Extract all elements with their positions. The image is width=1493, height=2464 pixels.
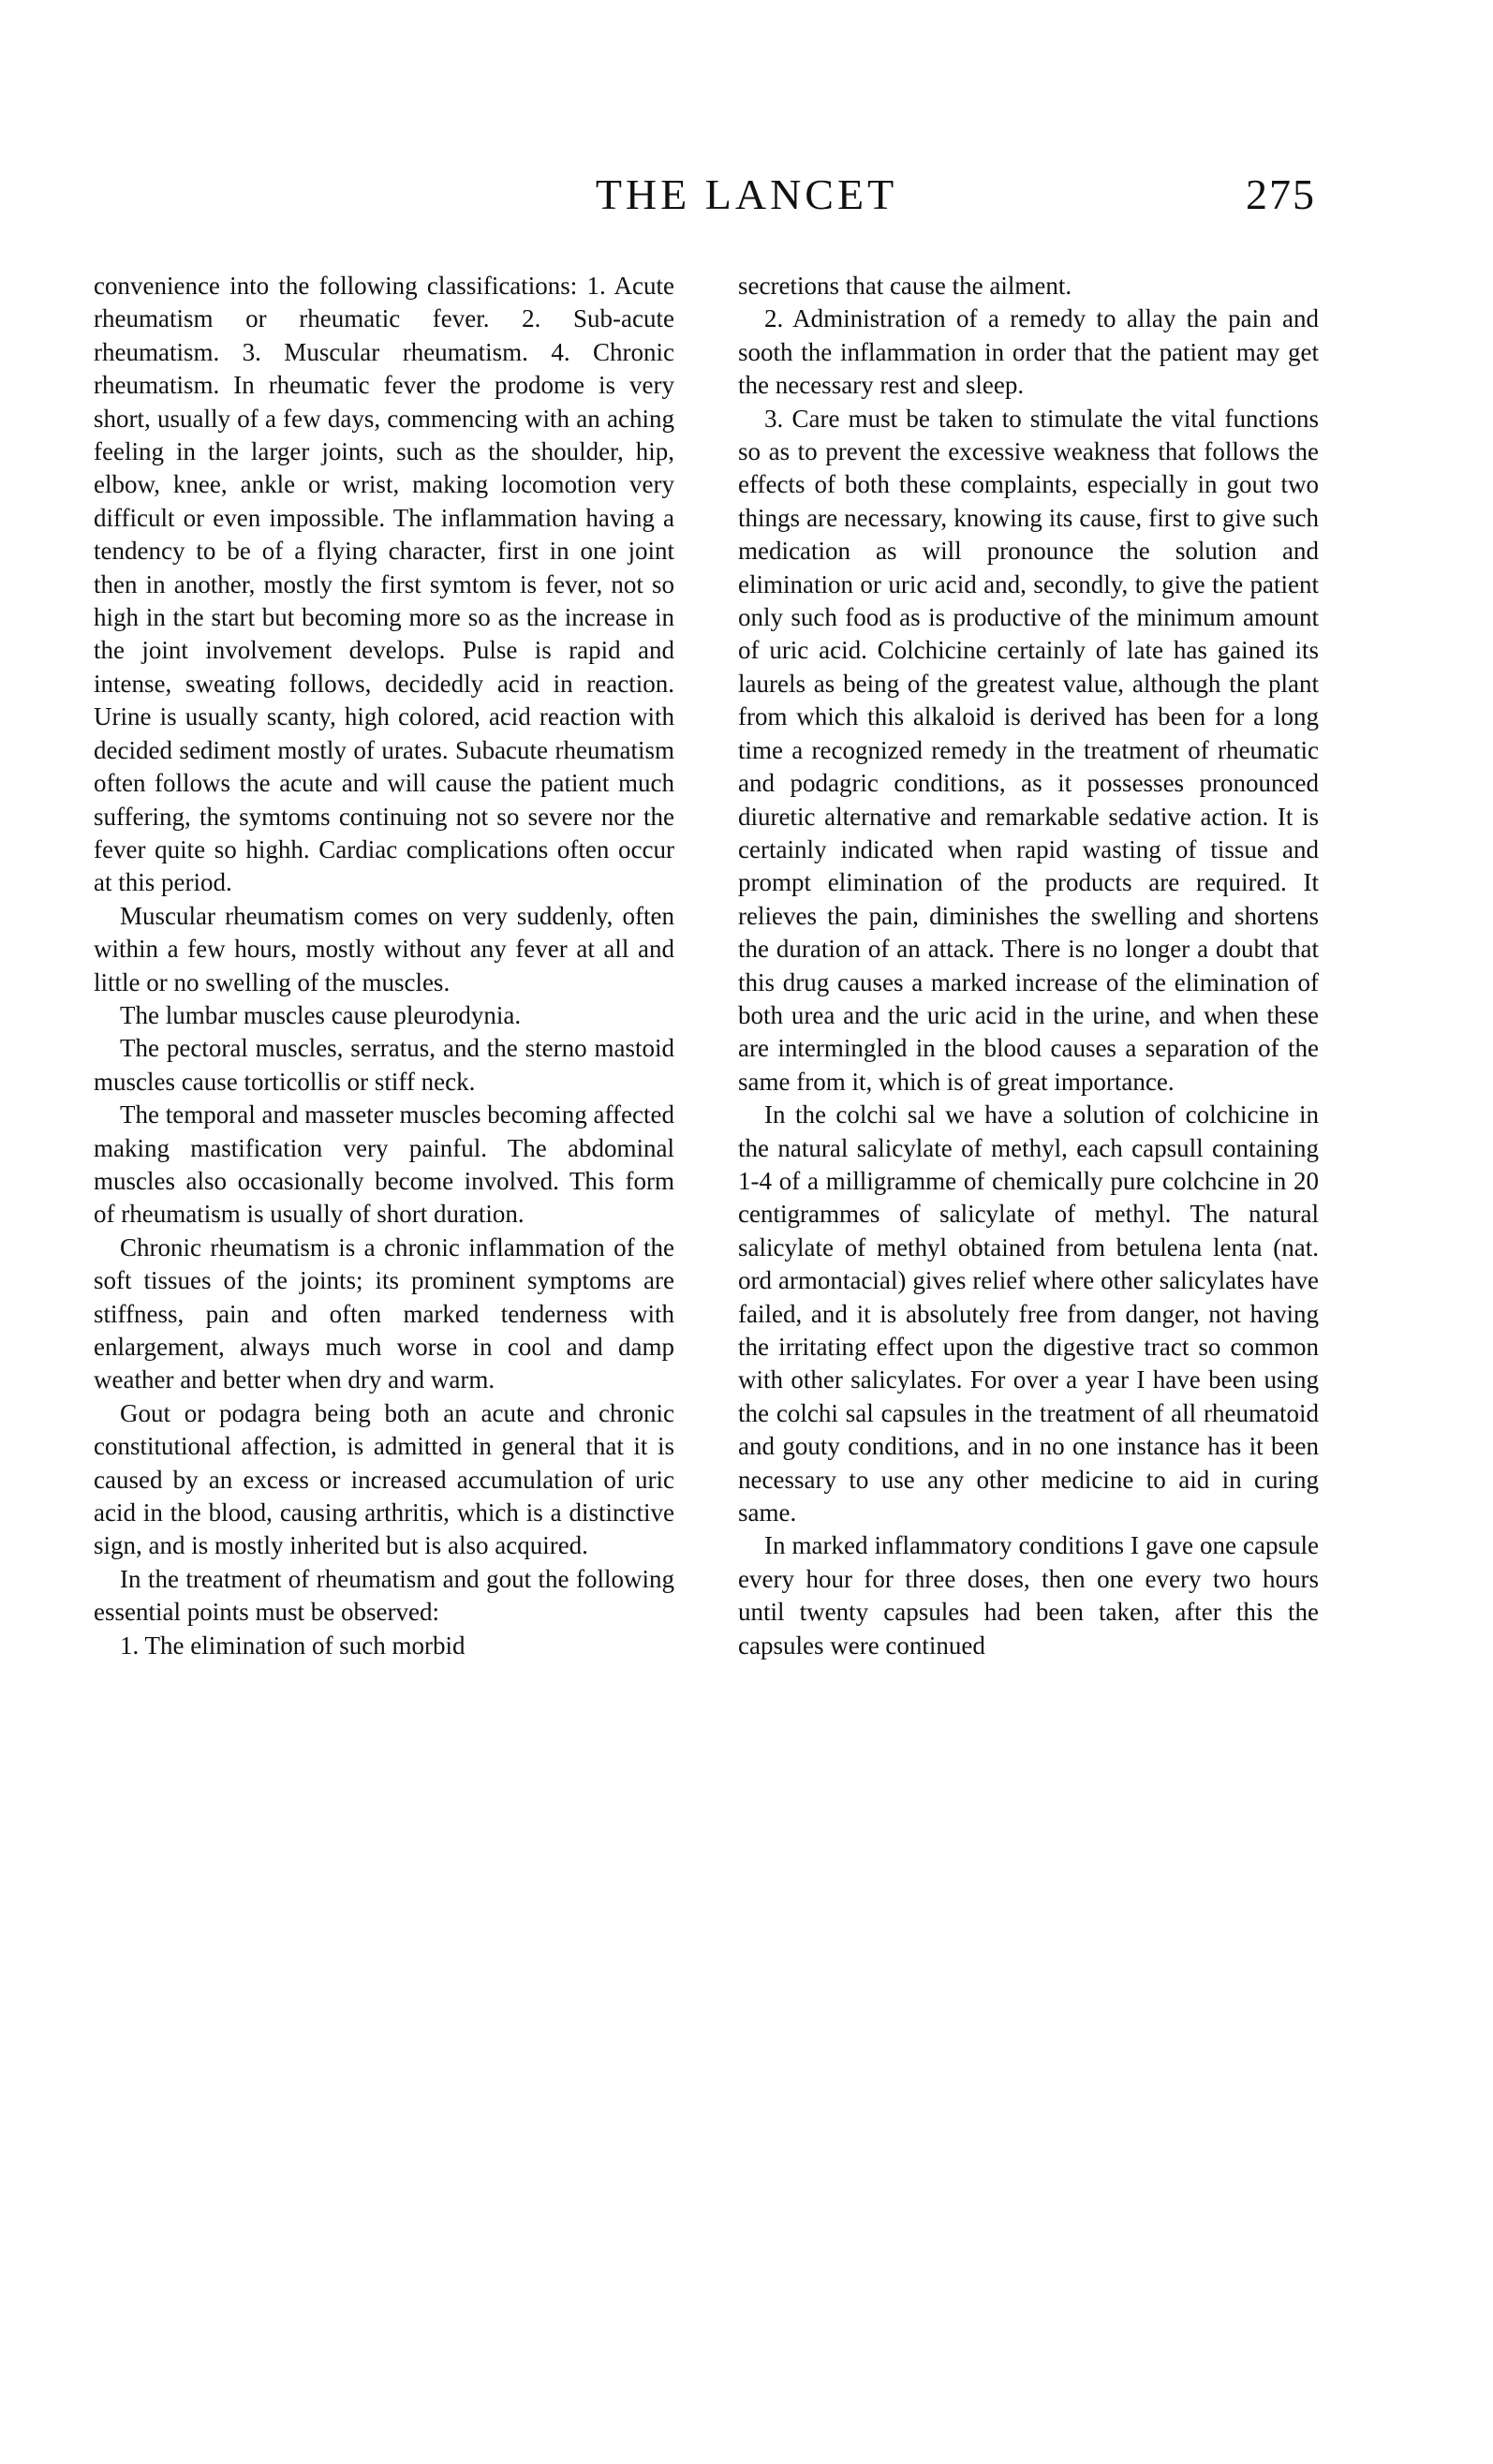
paragraph: In marked inflammatory conditions I gave one capsule every hour for three doses, then one every two hours until twenty capsules had been taken, after this the capsules were continued [738, 1531, 1319, 1660]
paragraph: 2. Administration of a remedy to allay the pain and sooth the inflammation in order that the patient may get the necessary rest and sleep. [738, 304, 1319, 400]
paragraph: In the colchi sal we have a solution of colchicine in the natural salicylate of methyl, each capsull containing 1-4 of a milligramme of chemically pure colchcine in 20 centigrammes of salicylate of methyl. The natural salicylate of methyl obtained from betulena lenta (nat. ord armontacial) gives relief where other salicylates have failed, and it is absolutely free from danger, not having the irritating effect upon the digestive tract so common with other salicylates. For over a year I have been using the colchi sal capsules in the treatment of all rheumatoid and gouty conditions, and in no one instance has it been necessary to use any other medicine to aid in curing same. [738, 1100, 1319, 1527]
paragraph: secretions that cause the ailment. [738, 272, 1072, 300]
paragraph: The temporal and masseter muscles becoming affected making mastification very painful. The abdominal muscles also occasionally become involved. This form of rheumatism is usually of short duration. [94, 1100, 674, 1229]
paragraph: 3. Care must be taken to stimulate the vital functions so as to prevent the excessive weakness that follows the effects of both these complaints, especially in gout two things are necessary, knowing its cause, first to give such medication as will pronounce the solution and elimination or uric acid and, secondly, to give the patient only such food as is productive of the minimum amount of uric acid. Colchicine certainly of late has gained its laurels as being of the greatest value, although the plant from which this alkaloid is derived has been for a long time a recognized remedy in the treatment of rheumatic and podagric conditions, as it possesses pronounced diuretic alternative and remarkable sedative action. It is certainly indicated when rapid wasting of tissue and prompt elimination of the products are required. It relieves the pain, diminishes the swelling and shortens the duration of an attack. There is no longer a doubt that this drug causes a marked increase of the elimination of both urea and the uric acid in the urine, and when these are intermingled in the blood causes a separation of the same from it, which is of great importance. [738, 404, 1319, 1096]
paragraph: convenience into the following classifications: 1. Acute rheumatism or rheumatic fever. 2. Sub-acute rheumatism. 3. Muscular rheumatism. 4. Chronic rheumatism. In rheumatic fever the prodome is very short, usually of a few days, commencing with an aching feeling in the larger joints, such as the shoulder, hip, elbow, knee, ankle or wrist, making locomotion very difficult or even impossible. The inflammation having a tendency to be of a flying character, first in one joint then in another, mostly the first symtom is fever, not so high in the start but becoming more so as the increase in the joint involvement develops. Pulse is rapid and intense, sweating follows, decidedly acid in reaction. Urine is usually scanty, high colored, acid reaction with decided sediment mostly of urates. Subacute rheumatism often follows the acute and will cause the patient much suffering, the symtoms continuing not so severe nor the fever quite so highh. Cardiac complications often occur at this period. [94, 272, 674, 897]
left-column [94, 270, 674, 1662]
page-number: 275 [1246, 170, 1316, 218]
paragraph: The pectoral muscles, serratus, and the sterno mastoid muscles cause torticollis or stiff neck. [94, 1034, 674, 1096]
right-column [738, 270, 1319, 1662]
journal-title: THE LANCET [595, 170, 898, 218]
paragraph: 1. The elimination of such morbid [120, 1630, 466, 1660]
paragraph: Gout or podagra being both an acute and chronic constitutional affection, is admitted in general that it is caused by an excess or increased accumulation of uric acid in the blood, causing arthritis, which is a distinctive sign, and is mostly inherited but is also acquired. [94, 1398, 674, 1560]
paragraph: The lumbar muscles cause pleurodynia. [120, 1000, 522, 1029]
paragraph: Chronic rheumatism is a chronic inflammation of the soft tissues of the joints; its prominent symptoms are stiffness, pain and often marked tenderness with enlargement, always much worse in cool and damp weather and better when dry and warm. [94, 1232, 674, 1394]
paragraph: Muscular rheumatism comes on very suddenly, often within a few hours, mostly without any fever at all and little or no swelling of the muscles. [94, 901, 674, 996]
page-header [0, 167, 1493, 251]
paragraph: In the treatment of rheumatism and gout the following essential points must be observed: [94, 1564, 674, 1627]
